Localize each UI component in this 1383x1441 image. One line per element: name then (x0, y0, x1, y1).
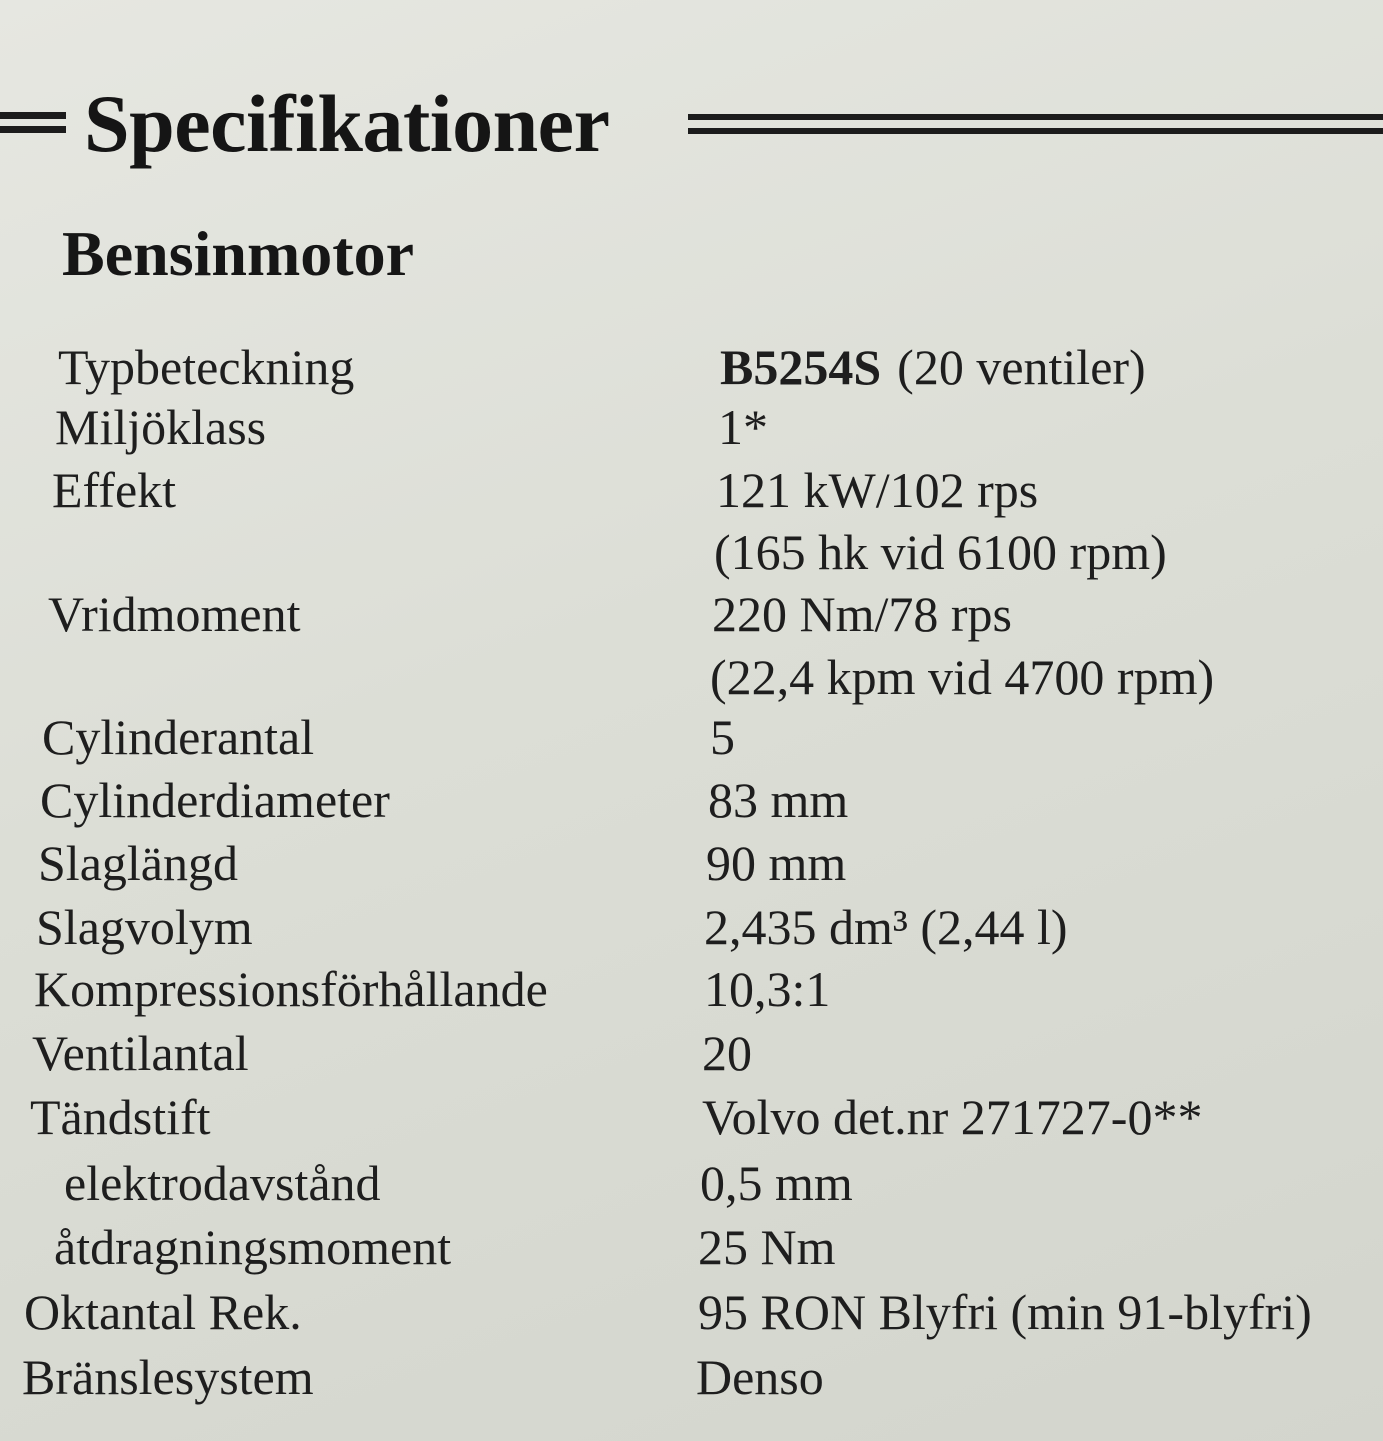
spec-row (0, 896, 1383, 958)
spec-label: Slaglängd (38, 835, 238, 891)
spec-row (0, 1346, 1383, 1408)
spec-value: 25 Nm (698, 1219, 836, 1275)
spec-value: 220 Nm/78 rps (712, 586, 1012, 642)
spec-value: 83 mm (708, 772, 849, 828)
spec-row (0, 769, 1383, 831)
rule-line (688, 114, 1383, 120)
spec-value: 10,3:1 (704, 961, 831, 1017)
spec-label: Miljöklass (55, 399, 267, 455)
spec-label: Slagvolym (36, 899, 253, 955)
spec-value: (165 hk vid 6100 rpm) (714, 524, 1167, 580)
spec-value: Volvo det.nr 271727-0** (702, 1089, 1203, 1145)
spec-value: 5 (710, 709, 735, 765)
spec-label: Kompressionsförhållande (34, 961, 548, 1017)
spec-row (0, 1086, 1383, 1148)
spec-row (0, 832, 1383, 894)
spec-row (0, 583, 1383, 645)
section-heading: Bensinmotor (62, 218, 414, 289)
rule-line (688, 128, 1383, 134)
spec-label: Oktantal Rek. (24, 1284, 302, 1340)
spec-label: Vridmoment (48, 586, 301, 642)
header-rule-right (688, 110, 1383, 150)
spec-label: Tändstift (30, 1089, 211, 1145)
spec-value: 95 RON Blyfri (min 91-blyfri) (698, 1284, 1312, 1340)
spec-row (0, 646, 1383, 708)
spec-value: 121 kW/102 rps (716, 462, 1039, 518)
spec-row (0, 706, 1383, 768)
spec-label: elektrodavstånd (64, 1155, 381, 1211)
spec-label: Cylinderdiameter (40, 772, 390, 828)
spec-value: 1* (718, 399, 768, 455)
spec-row (0, 1281, 1383, 1343)
spec-value: 20 (702, 1025, 752, 1081)
spec-label: Cylinderantal (42, 709, 315, 765)
rule-line (0, 112, 66, 119)
spec-row (0, 521, 1383, 583)
spec-label: Ventilantal (32, 1025, 249, 1081)
spec-row (0, 396, 1383, 458)
spec-label: Bränslesystem (22, 1349, 314, 1405)
spec-label: åtdragningsmoment (54, 1219, 452, 1275)
spec-value: 0,5 mm (700, 1155, 853, 1211)
spec-row (0, 1216, 1383, 1278)
spec-value: 90 mm (706, 835, 847, 891)
spec-row (0, 958, 1383, 1020)
spec-value: Denso (696, 1349, 824, 1405)
header-rule-left (0, 104, 66, 140)
spec-value (720, 336, 1146, 398)
spec-row (0, 336, 1383, 398)
spec-value: 2,435 dm³ (2,44 l) (704, 899, 1068, 955)
engine-code: B5254S (720, 339, 882, 395)
page-title: Specifikationer (84, 78, 610, 169)
spec-label: Effekt (52, 462, 177, 518)
spec-row (0, 1152, 1383, 1214)
spec-value-extra: (20 ventiler) (897, 339, 1146, 395)
spec-row (0, 1022, 1383, 1084)
spec-row (0, 459, 1383, 521)
rule-line (0, 126, 66, 133)
spec-value: (22,4 kpm vid 4700 rpm) (710, 649, 1215, 705)
spec-label: Typbeteckning (58, 339, 355, 395)
